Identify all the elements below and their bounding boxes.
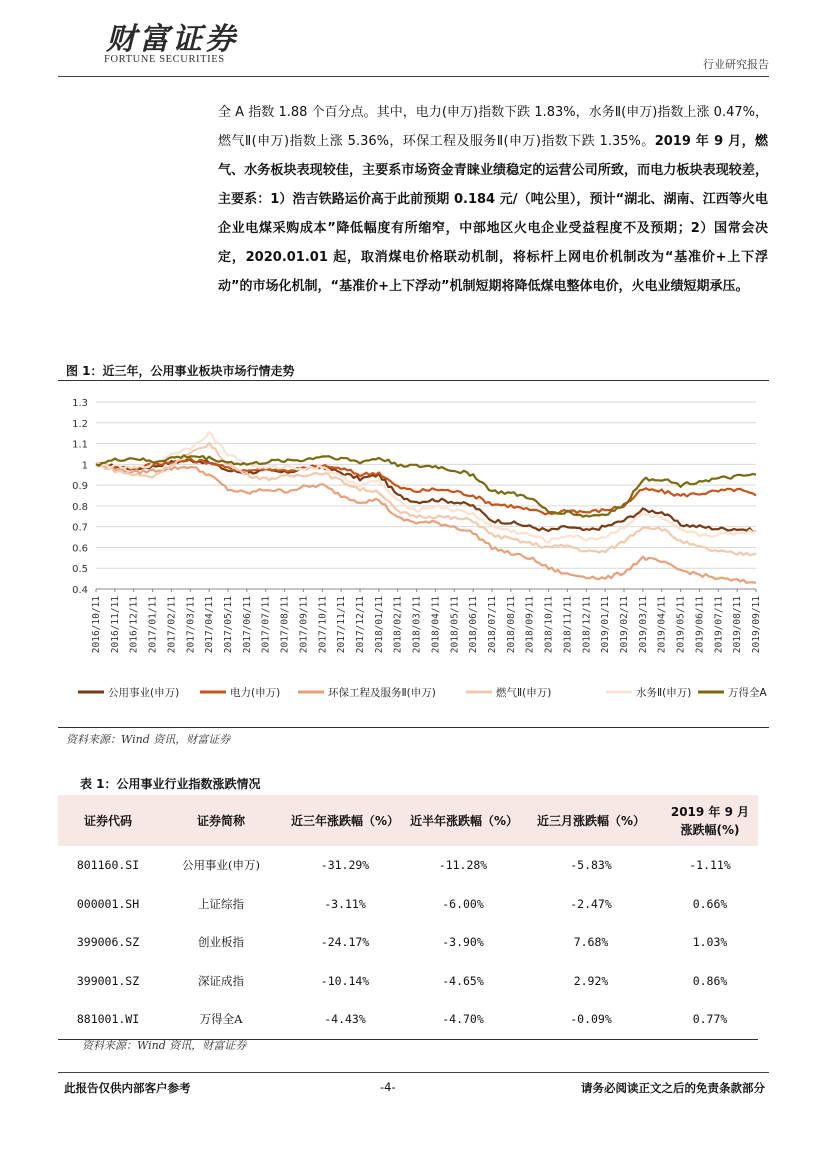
line-chart bbox=[58, 382, 769, 727]
x-tick-label: 2019/08/11 bbox=[732, 596, 744, 654]
body-text-normal: 全 A 指数 1.88 个百分点。其中，电力(申万)指数下跌 1.83%，水务Ⅱ(申万)指数上涨 0.47%，燃气Ⅱ(申万)指数上涨 5.36%，环保工程及服务Ⅱ(申万)指数下跌 1.35%。 bbox=[218, 105, 768, 149]
table-row bbox=[58, 846, 758, 885]
x-tick-label: 2017/09/11 bbox=[298, 596, 310, 654]
y-tick-label: 0.5 bbox=[72, 564, 88, 576]
table-cell: -1.11% bbox=[689, 858, 731, 873]
legend-label: 万得全A bbox=[728, 687, 767, 699]
body-paragraph bbox=[218, 98, 768, 301]
figure-top-divider bbox=[58, 380, 769, 381]
footer-divider bbox=[58, 1072, 769, 1073]
y-tick-label: 0.4 bbox=[72, 585, 88, 596]
table-cell: -5.83% bbox=[570, 858, 612, 873]
table-cell: 上证综指 bbox=[198, 896, 244, 911]
footer-disclaimer-right: 请务必阅读正文之后的免责条款部分 bbox=[581, 1081, 765, 1095]
x-tick-label: 2019/05/11 bbox=[675, 596, 687, 654]
table-cell: 399006.SZ bbox=[76, 935, 140, 950]
x-tick-label: 2016/12/11 bbox=[128, 596, 140, 654]
x-tick-label: 2018/07/11 bbox=[487, 596, 498, 654]
table-row bbox=[58, 885, 758, 924]
x-tick-label: 2017/11/11 bbox=[336, 596, 348, 654]
legend-label: 水务Ⅱ(申万) bbox=[636, 687, 692, 699]
x-tick-label: 2019/03/11 bbox=[637, 596, 649, 654]
header-divider bbox=[58, 76, 769, 77]
table-cell: -10.14% bbox=[320, 973, 370, 988]
table-cell: 0.66% bbox=[692, 896, 728, 911]
table-cell: 深证成指 bbox=[198, 973, 244, 988]
header-3m: 近三月涨跌幅（%） bbox=[520, 795, 662, 846]
table-cell: 399001.SZ bbox=[76, 973, 140, 988]
table-cell: -4.65% bbox=[442, 973, 484, 988]
table-source: 资料来源：Wind 资讯，财富证券 bbox=[82, 1039, 247, 1052]
header-3y: 近三年涨跌幅（%） bbox=[284, 795, 406, 846]
x-tick-label: 2017/10/11 bbox=[317, 596, 329, 654]
y-tick-label: 1.2 bbox=[72, 418, 88, 430]
table-header-row bbox=[58, 795, 758, 846]
table-cell: -24.17% bbox=[320, 935, 370, 950]
table-cell: -0.09% bbox=[520, 1000, 662, 1039]
table-cell: -31.29% bbox=[320, 858, 370, 873]
y-tick-label: 1.1 bbox=[72, 439, 88, 451]
table-row bbox=[58, 923, 758, 962]
x-tick-label: 2017/12/11 bbox=[355, 596, 366, 654]
table-title: 表 1：公用事业行业指数涨跌情况 bbox=[80, 777, 261, 791]
table-cell: 7.68% bbox=[573, 935, 609, 950]
x-tick-label: 2017/07/11 bbox=[260, 596, 272, 654]
table-cell: 1.03% bbox=[692, 935, 728, 950]
table-cell: -3.11% bbox=[324, 896, 366, 911]
x-tick-label: 2017/05/11 bbox=[223, 596, 234, 654]
y-tick-label: 1 bbox=[81, 460, 88, 472]
x-tick-label: 2018/04/11 bbox=[430, 596, 442, 654]
x-tick-label: 2016/10/11 bbox=[91, 596, 102, 654]
table-cell: 0.77% bbox=[662, 1000, 758, 1039]
line-chart-container bbox=[58, 382, 769, 727]
index-performance-table bbox=[58, 795, 758, 1040]
y-tick-label: 0.7 bbox=[72, 522, 88, 534]
page-number: -4- bbox=[380, 1080, 396, 1094]
table-cell: 000001.SH bbox=[76, 896, 140, 911]
x-tick-label: 2018/10/11 bbox=[543, 596, 555, 654]
x-tick-label: 2018/06/11 bbox=[468, 596, 480, 654]
table-cell: 2.92% bbox=[573, 973, 609, 988]
header-6m: 近半年涨跌幅（%） bbox=[406, 795, 520, 846]
table-cell: -11.28% bbox=[438, 858, 488, 873]
x-tick-label: 2018/09/11 bbox=[524, 596, 536, 654]
document-type: 行业研究报告 bbox=[703, 58, 769, 71]
x-tick-label: 2019/09/11 bbox=[751, 596, 762, 654]
table-cell: -2.47% bbox=[570, 896, 612, 911]
x-tick-label: 2016/11/11 bbox=[109, 596, 121, 654]
header-sep2019: 2019 年 9 月涨跌幅(%) bbox=[662, 795, 758, 846]
x-tick-label: 2017/01/11 bbox=[147, 596, 159, 654]
x-tick-label: 2018/11/11 bbox=[562, 596, 574, 654]
table-cell: -3.90% bbox=[442, 935, 484, 950]
x-tick-label: 2018/12/11 bbox=[581, 596, 593, 654]
figure-title: 图 1：近三年，公用事业板块市场行情走势 bbox=[66, 364, 295, 378]
y-tick-label: 0.8 bbox=[72, 501, 88, 513]
x-tick-label: 2017/08/11 bbox=[279, 596, 291, 654]
x-tick-label: 2018/08/11 bbox=[505, 596, 517, 654]
x-tick-label: 2019/07/11 bbox=[713, 596, 725, 654]
x-tick-label: 2017/04/11 bbox=[204, 596, 216, 654]
header-code: 证券代码 bbox=[58, 795, 158, 846]
x-tick-label: 2018/05/11 bbox=[449, 596, 461, 654]
company-logo-english: FORTUNE SECURITIES bbox=[104, 54, 225, 65]
table-cell: -6.00% bbox=[442, 896, 484, 911]
table-cell: -4.70% bbox=[406, 1000, 520, 1039]
company-logo-chinese: 财富证券 bbox=[106, 22, 238, 57]
x-tick-label: 2017/02/11 bbox=[166, 596, 178, 654]
table-cell: 801160.SI bbox=[76, 858, 140, 873]
x-tick-label: 2019/01/11 bbox=[600, 596, 612, 654]
series-line bbox=[96, 464, 756, 583]
table-row bbox=[58, 1000, 758, 1039]
x-tick-label: 2018/02/11 bbox=[392, 596, 404, 654]
y-tick-label: 0.9 bbox=[72, 481, 88, 493]
x-tick-label: 2019/02/11 bbox=[619, 596, 630, 654]
x-tick-label: 2018/01/11 bbox=[373, 596, 385, 654]
x-tick-label: 2019/06/11 bbox=[694, 596, 706, 654]
y-tick-label: 1.3 bbox=[72, 398, 88, 409]
footer-disclaimer-left: 此报告仅供内部客户参考 bbox=[64, 1081, 191, 1095]
table-cell: 创业板指 bbox=[198, 935, 244, 950]
figure-source: 资料来源：Wind 资讯，财富证券 bbox=[66, 733, 231, 746]
x-tick-label: 2019/04/11 bbox=[656, 596, 668, 654]
legend-label: 燃气Ⅱ(申万) bbox=[496, 687, 552, 699]
figure-bottom-divider bbox=[58, 727, 769, 728]
table-row bbox=[58, 962, 758, 1001]
table-cell: 881001.WI bbox=[58, 1000, 158, 1039]
legend-label: 环保工程及服务Ⅱ(申万) bbox=[328, 687, 436, 699]
table-cell: 0.86% bbox=[692, 973, 728, 988]
x-tick-label: 2017/03/11 bbox=[185, 596, 197, 654]
header-name: 证券简称 bbox=[158, 795, 284, 846]
table-cell: 公用事业(申万) bbox=[182, 858, 260, 873]
x-tick-label: 2018/03/11 bbox=[411, 596, 423, 654]
body-text-bold: 2019 年 9 月，燃气、水务板块表现较佳，主要系市场资金青睐业绩稳定的运营公司所致，而电力板块表现较差，主要系：1）浩吉铁路运价高于此前预期 0.184 元/（吨公里），预计“湖北、湖南、江西等火电企业电煤采购成本”降低幅度有所缩窄，中部地区火电企业受益程度不及预期；2）国常会决定，2020.01.01 起，取消煤电价格联动机制，将标杆上网电价机制改为“基准价+上下浮动”的市场化机制，“基准价+上下浮动”机制短期将降低煤电整体电价，火电业绩短期承压。 bbox=[218, 134, 768, 294]
legend-label: 电力(申万) bbox=[230, 687, 281, 699]
table-cell: -4.43% bbox=[284, 1000, 406, 1039]
legend-label: 公用事业(申万) bbox=[108, 687, 180, 699]
series-line bbox=[96, 443, 756, 555]
y-tick-label: 0.6 bbox=[72, 543, 88, 555]
table-cell: 万得全A bbox=[158, 1000, 284, 1039]
x-tick-label: 2017/06/11 bbox=[241, 596, 253, 654]
